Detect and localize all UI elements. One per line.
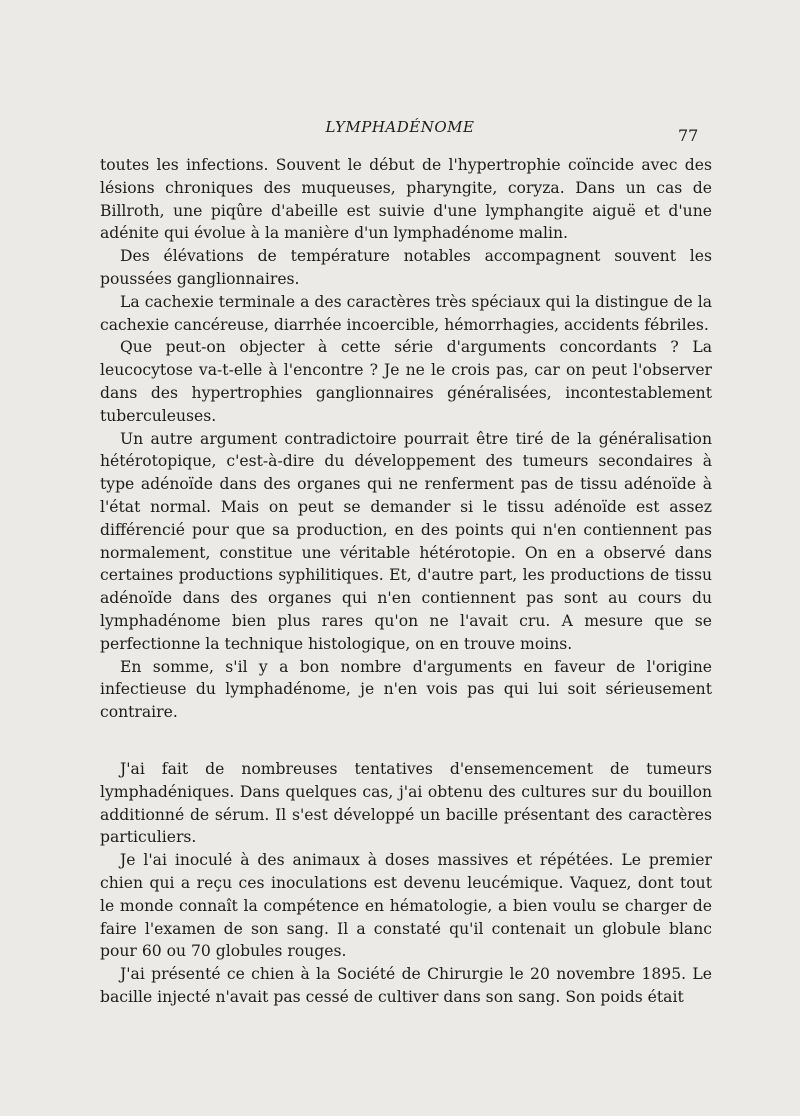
paragraph: toutes les infections. Souvent le début de l'hypertrophie coïncide avec des lésions chroniques des muqueuses, pharyngite, coryza. Dans un cas de Billroth, une piqûre d'abeille est suivie d'une lymphangite aiguë et d'une adénite qui évolue à la manière d'un lymphadénome malin.: [100, 156, 712, 243]
paragraph: Que peut-on objecter à cette série d'arguments concordants ? La leucocytose va-t-elle à l'encontre ? Je ne le crois pas, car on peut l'observer dans des hypertrophies ganglionnaires généralisées, incontestablement tuberculeuses.: [100, 338, 712, 425]
paragraph: La cachexie terminale a des caractères très spéciaux qui la distingue de la cachexie cancéreuse, diarrhée incoercible, hémorrhagies, accidents fébriles.: [100, 292, 712, 334]
body-text: [100, 154, 712, 1009]
paragraph: J'ai fait de nombreuses tentatives d'ensemencement de tumeurs lymphadéniques. Dans quelques cas, j'ai obtenu des cultures sur du bouillon additionné de sérum. Il s'est développé un bacille présentant des caractères particuliers.: [100, 759, 712, 847]
paragraph: J'ai présenté ce chien à la Société de Chirurgie le 20 novembre 1895. Le bacille injecté n'avait pas cessé de cultiver dans son sang. Son poids était: [100, 965, 712, 1006]
page-number: 77: [678, 126, 699, 145]
paragraph: En somme, s'il y a bon nombre d'arguments en faveur de l'origine infectieuse du lymphadénome, je n'en vois pas qui lui soit sérieusement contraire.: [100, 657, 712, 722]
paragraph: Je l'ai inoculé à des animaux à doses massives et répétées. Le premier chien qui a reçu ces inoculations est devenu leucémique. Vaquez, dont tout le monde connaît la compétence en hématologie, a bien voulu se charger de faire l'examen de son sang. Il a constaté qu'il contenait un globule blanc pour 60 ou 70 globules rouges.: [100, 851, 712, 961]
paragraph: Un autre argument contradictoire pourrait être tiré de la généralisation hétérotopique, c'est-à-dire du développement des tumeurs secondaires à type adénoïde dans des organes qui ne renferment pas de tissu adénoïde à l'état normal. Mais on peut se demander si le tissu adénoïde est assez différencié pour que sa production, en des points qui n'en contiennent pas normalement, constitue une véritable hétérotopie. On en a observé dans certaines productions syphilitiques. Et, d'autre part, les productions de tissu adénoïde dans des organes qui n'en contiennent pas sont au cours du lymphadénome bien plus rares qu'on ne l'avait cru. A mesure que se perfectionne la technique histologique, on en trouve moins.: [100, 429, 712, 653]
paragraph: Des élévations de température notables accompagnent souvent les poussées ganglionnaires.: [100, 247, 712, 288]
running-title: LYMPHADÉNOME: [325, 118, 475, 136]
